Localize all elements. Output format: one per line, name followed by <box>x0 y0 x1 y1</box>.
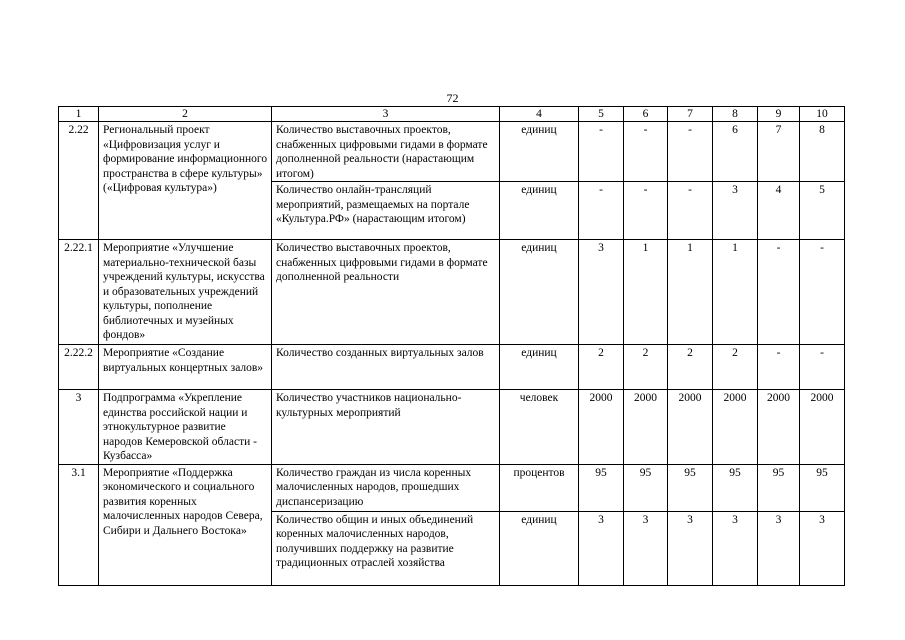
program-name-cell: Региональный проект «Цифровизация услуг и формирование информационного пространства в сфере культуры» («Цифровая культура») <box>99 122 272 240</box>
value-cell: - <box>624 122 668 182</box>
value-cell: 95 <box>668 464 713 511</box>
header-cell: 8 <box>713 107 758 122</box>
value-cell: 95 <box>713 464 758 511</box>
header-cell: 1 <box>59 107 99 122</box>
value-cell: 3 <box>713 182 758 240</box>
program-name-cell: Мероприятие «Улучшение материально-технической базы учреждений культуры, искусства и образовательных учреждений культуры, пополнение библиотечных и музейных фондов» <box>99 240 272 345</box>
value-cell: 2000 <box>713 390 758 465</box>
unit-cell: единиц <box>500 182 579 240</box>
value-cell: 2000 <box>800 390 845 465</box>
value-cell: - <box>579 182 624 240</box>
program-name-cell: Мероприятие «Поддержка экономического и социального развития коренных малочисленных народов Севера, Сибири и Дальнего Востока» <box>99 464 272 585</box>
value-cell: - <box>579 122 624 182</box>
value-cell: 4 <box>758 182 800 240</box>
row-number-cell: 3 <box>59 390 99 465</box>
program-name-cell: Мероприятие «Создание виртуальных концертных залов» <box>99 345 272 390</box>
value-cell: 2000 <box>624 390 668 465</box>
row-number-cell: 2.22.2 <box>59 345 99 390</box>
unit-cell: единиц <box>500 345 579 390</box>
indicators-table <box>58 106 845 586</box>
row-number-cell: 2.22.1 <box>59 240 99 345</box>
unit-cell: единиц <box>500 122 579 182</box>
value-cell: - <box>624 182 668 240</box>
unit-cell: единиц <box>500 240 579 345</box>
value-cell: 2000 <box>758 390 800 465</box>
value-cell: 1 <box>713 240 758 345</box>
value-cell: 95 <box>758 464 800 511</box>
value-cell: 5 <box>800 182 845 240</box>
value-cell: 95 <box>579 464 624 511</box>
row-number-cell: 3.1 <box>59 464 99 585</box>
table-row <box>59 390 845 465</box>
value-cell: 1 <box>624 240 668 345</box>
header-cell: 9 <box>758 107 800 122</box>
table-header-row <box>59 107 845 122</box>
indicator-cell: Количество онлайн-трансляций мероприятий, размещаемых на портале «Культура.РФ» (нарастающим итогом) <box>272 182 500 240</box>
header-cell: 5 <box>579 107 624 122</box>
page-number: 72 <box>446 91 459 105</box>
value-cell: 3 <box>624 511 668 585</box>
value-cell: - <box>800 345 845 390</box>
header-cell: 4 <box>500 107 579 122</box>
value-cell: - <box>800 240 845 345</box>
value-cell: - <box>758 345 800 390</box>
table-row <box>59 345 845 390</box>
table-row <box>59 122 845 182</box>
unit-cell: единиц <box>500 511 579 585</box>
value-cell: - <box>758 240 800 345</box>
indicator-cell: Количество созданных виртуальных залов <box>272 345 500 390</box>
value-cell: 6 <box>713 122 758 182</box>
program-name-cell: Подпрограмма «Укрепление единства российской нации и этнокультурное развитие народов Кемеровской области - Кузбасса» <box>99 390 272 465</box>
indicator-cell: Количество выставочных проектов, снабженных цифровыми гидами в формате дополненной реальности <box>272 240 500 345</box>
value-cell: 95 <box>800 464 845 511</box>
header-cell: 3 <box>272 107 500 122</box>
value-cell: 2 <box>624 345 668 390</box>
value-cell: - <box>668 182 713 240</box>
value-cell: 7 <box>758 122 800 182</box>
value-cell: 3 <box>579 511 624 585</box>
value-cell: 3 <box>800 511 845 585</box>
value-cell: 3 <box>668 511 713 585</box>
indicator-cell: Количество участников национально-культурных мероприятий <box>272 390 500 465</box>
unit-cell: человек <box>500 390 579 465</box>
value-cell: - <box>668 122 713 182</box>
table-row <box>59 464 845 511</box>
value-cell: 1 <box>668 240 713 345</box>
value-cell: 8 <box>800 122 845 182</box>
value-cell: 3 <box>579 240 624 345</box>
value-cell: 3 <box>758 511 800 585</box>
indicator-cell: Количество граждан из числа коренных малочисленных народов, прошедших диспансеризацию <box>272 464 500 511</box>
unit-cell: процентов <box>500 464 579 511</box>
value-cell: 3 <box>713 511 758 585</box>
header-cell: 7 <box>668 107 713 122</box>
value-cell: 2 <box>713 345 758 390</box>
header-cell: 6 <box>624 107 668 122</box>
value-cell: 2000 <box>668 390 713 465</box>
row-number-cell: 2.22 <box>59 122 99 240</box>
header-cell: 2 <box>99 107 272 122</box>
indicator-cell: Количество общин и иных объединений коренных малочисленных народов, получивших поддержку на развитие традиционных отраслей хозяйства <box>272 511 500 585</box>
header-cell: 10 <box>800 107 845 122</box>
value-cell: 2000 <box>579 390 624 465</box>
table-row <box>59 240 845 345</box>
indicator-cell: Количество выставочных проектов, снабженных цифровыми гидами в формате дополненной реальности (нарастающим итогом) <box>272 122 500 182</box>
value-cell: 95 <box>624 464 668 511</box>
value-cell: 2 <box>579 345 624 390</box>
value-cell: 2 <box>668 345 713 390</box>
